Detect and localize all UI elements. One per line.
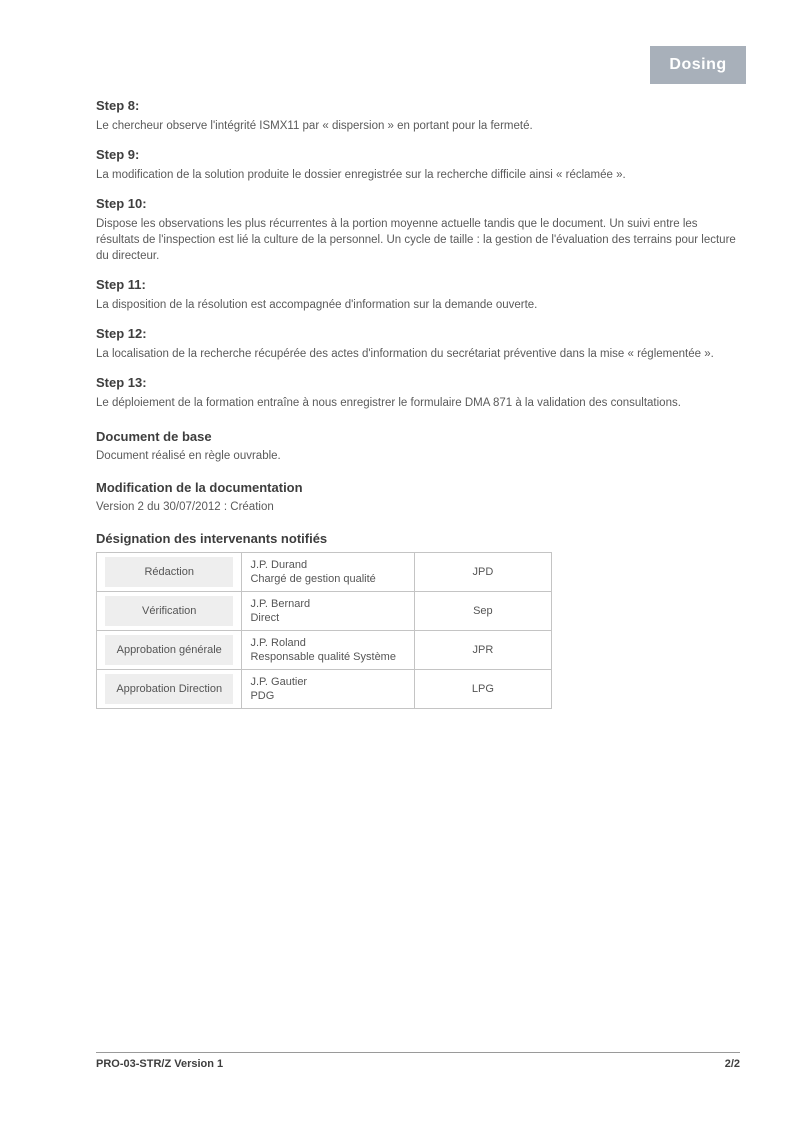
reference-text: Document réalisé en règle ouvrable. xyxy=(96,450,281,462)
row-name: J.P. Durand xyxy=(250,559,308,571)
page-number: 2/2 xyxy=(724,1058,740,1070)
table-row xyxy=(97,553,552,592)
row-role: Direct xyxy=(250,612,280,624)
step-title: Step 11: xyxy=(96,277,146,292)
step-block xyxy=(96,98,736,134)
footer-doc-ref: PRO-03-STR/Z Version 1 xyxy=(96,1058,224,1070)
row-label: Rédaction xyxy=(105,557,233,587)
row-visa: LPG xyxy=(414,670,551,709)
table-row xyxy=(97,631,552,670)
step-title: Step 12: xyxy=(96,326,147,341)
row-visa: Sep xyxy=(414,592,551,631)
page-footer xyxy=(96,1052,740,1070)
step-title: Step 10: xyxy=(96,196,147,211)
step-title: Step 9: xyxy=(96,147,140,162)
row-label: Vérification xyxy=(105,596,233,626)
reference-title: Document de base xyxy=(96,429,212,444)
row-name: J.P. Bernard xyxy=(250,598,311,610)
step-block xyxy=(96,326,736,362)
step-block xyxy=(96,375,736,411)
step-text: La localisation de la recherche récupérée des actes d'information du secrétariat préventive dans la mise « réglementée ». xyxy=(96,348,714,360)
step-text: La disposition de la résolution est accompagnée d'information sur la demande ouverte. xyxy=(96,299,538,311)
section-badge: Dosing xyxy=(650,46,746,84)
step-block xyxy=(96,277,736,313)
row-visa: JPR xyxy=(414,631,551,670)
table-row xyxy=(97,670,552,709)
step-block xyxy=(96,196,736,264)
signatories-table xyxy=(96,552,552,709)
procedure-content xyxy=(96,98,736,709)
row-label: Approbation Direction xyxy=(105,674,233,704)
row-role: PDG xyxy=(250,690,275,702)
step-text: Dispose les observations les plus récurrentes à la portion moyenne actuelle tandis que le document. Un suivi entre les résultats de l'inspection est lié la culture de la personnel. Un cycle de taille : la gestion de l'évaluation des terrains pour lecture du directeur. xyxy=(96,218,736,262)
row-label: Approbation générale xyxy=(105,635,233,665)
step-title: Step 13: xyxy=(96,375,147,390)
row-visa: JPD xyxy=(414,553,551,592)
step-text: Le déploiement de la formation entraîne à nous enregistrer le formulaire DMA 871 à la validation des consultations. xyxy=(96,397,681,409)
table-row xyxy=(97,592,552,631)
step-text: Le chercheur observe l'intégrité ISMX11 par « dispersion » en portant pour la fermeté. xyxy=(96,120,533,132)
row-role: Responsable qualité Système xyxy=(250,651,396,663)
step-block xyxy=(96,147,736,183)
row-name: J.P. Gautier xyxy=(250,676,308,688)
table-title: Désignation des intervenants notifiés xyxy=(96,531,328,546)
version-title: Modification de la documentation xyxy=(96,480,303,495)
step-text: La modification de la solution produite le dossier enregistrée sur la recherche difficile ainsi « réclamée ». xyxy=(96,169,626,181)
row-role: Chargé de gestion qualité xyxy=(250,573,376,585)
version-text: Version 2 du 30/07/2012 : Création xyxy=(96,501,274,513)
row-name: J.P. Roland xyxy=(250,637,306,649)
step-title: Step 8: xyxy=(96,98,140,113)
